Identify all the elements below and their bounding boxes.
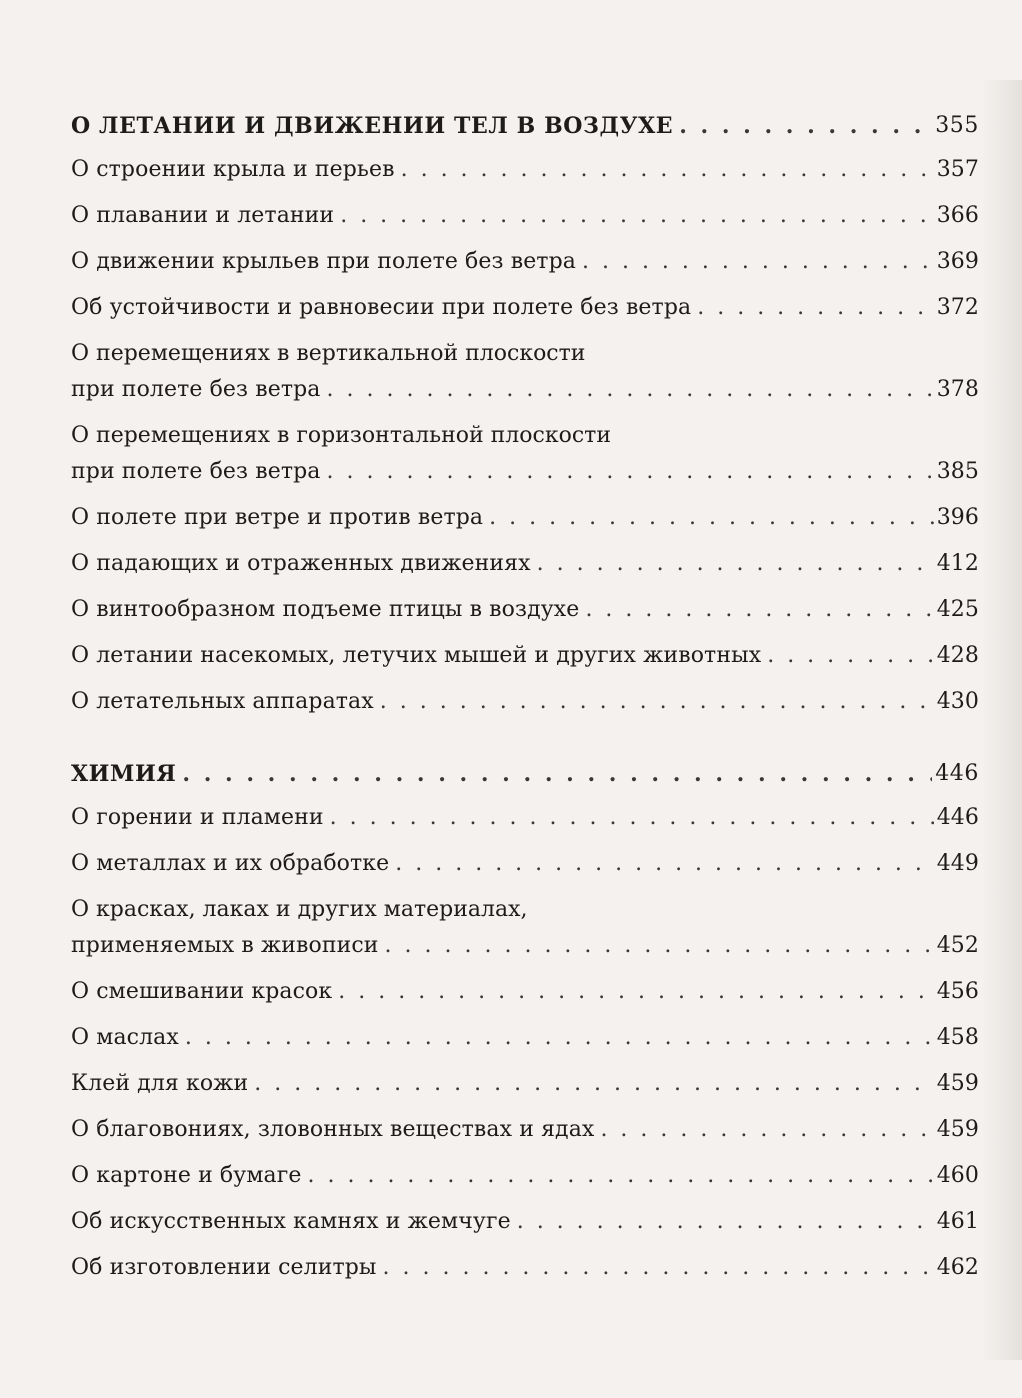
entry-title: О строении крыла и перьев: [71, 157, 395, 182]
dot-leader: [697, 290, 933, 326]
toc-row: [71, 454, 979, 490]
entry-title: О падающих и отраженных движениях: [71, 551, 531, 576]
page-number: 446: [936, 805, 979, 830]
entry-title: О металлах и их обработке: [71, 851, 390, 876]
toc-entry: [71, 892, 979, 964]
dot-leader: [383, 1250, 934, 1286]
page-number: 458: [936, 1025, 979, 1050]
dot-leader: [395, 846, 933, 882]
entry-title: О полете при ветре и против ветра: [71, 505, 484, 530]
toc-row: [71, 684, 979, 720]
page-number: 456: [936, 979, 979, 1004]
dot-leader: [517, 1204, 934, 1240]
toc-entry: [71, 198, 979, 234]
toc-section: [71, 754, 979, 1286]
entry-title: О плавании и летании: [71, 203, 335, 228]
page-number: 449: [936, 851, 979, 876]
entry-title: Об устойчивости и равновесии при полете без ветра: [71, 295, 692, 320]
toc-row: [71, 1204, 979, 1240]
dot-leader: [327, 454, 934, 490]
page-number: 385: [936, 459, 979, 484]
page-bleed-through: [982, 80, 1022, 1360]
entry-title: Клей для кожи: [71, 1071, 249, 1096]
toc-entry: [71, 1204, 979, 1240]
page-number: 366: [936, 203, 979, 228]
entry-title: Об изготовлении селитры: [71, 1255, 377, 1280]
dot-leader: [401, 152, 934, 188]
entry-title: О летании насекомых, летучих мышей и других животных: [71, 643, 762, 668]
page-number: 452: [936, 933, 979, 958]
entry-title-line: О перемещениях в вертикальной плоскости: [71, 341, 586, 366]
toc-row: [71, 152, 979, 188]
dot-leader: [380, 684, 934, 720]
entry-title-line: О перемещениях в горизонтальной плоскости: [71, 423, 611, 448]
toc-entry: [71, 546, 979, 582]
toc-row: [71, 1066, 979, 1102]
toc-entry: [71, 1112, 979, 1148]
entry-title: О движении крыльев при полете без ветра: [71, 249, 576, 274]
entry-title: О летательных аппаратах: [71, 689, 374, 714]
page-number: 369: [936, 249, 979, 274]
toc-row: [71, 638, 979, 674]
toc-row: [71, 372, 979, 408]
toc-entry: [71, 1250, 979, 1286]
toc-row: [71, 1158, 979, 1194]
toc-row: [71, 1020, 979, 1056]
toc-row: [71, 800, 979, 836]
table-of-contents: [71, 106, 979, 1320]
dot-leader: [185, 1020, 934, 1056]
entry-title: применяемых в живописи: [71, 933, 379, 958]
entry-title: О картоне и бумаге: [71, 1163, 302, 1188]
entry-title: О благовониях, зловонных веществах и ядах: [71, 1117, 595, 1142]
toc-row: [71, 1250, 979, 1286]
dot-leader: [679, 106, 932, 146]
toc-entry: [71, 244, 979, 280]
page-number: 430: [936, 689, 979, 714]
dot-leader: [489, 500, 934, 536]
section-heading: [71, 754, 979, 794]
page-number: 460: [936, 1163, 979, 1188]
dot-leader: [308, 1158, 934, 1194]
dot-leader: [385, 928, 934, 964]
page-number: 462: [936, 1255, 979, 1280]
dot-leader: [254, 1066, 933, 1102]
toc-row: [71, 546, 979, 582]
toc-entry: [71, 1020, 979, 1056]
page-number: 459: [936, 1071, 979, 1096]
entry-title: Об искусственных камнях и жемчуге: [71, 1209, 511, 1234]
toc-row: [71, 592, 979, 628]
toc-entry: [71, 684, 979, 720]
toc-entry: [71, 974, 979, 1010]
page-number: 372: [936, 295, 979, 320]
entry-title: О маслах: [71, 1025, 179, 1050]
toc-section: [71, 106, 979, 720]
toc-entry: [71, 846, 979, 882]
toc-row: [71, 244, 979, 280]
dot-leader: [537, 546, 934, 582]
toc-row: [71, 1112, 979, 1148]
toc-entry: [71, 1158, 979, 1194]
entry-title: при полете без ветра: [71, 377, 321, 402]
page-number: 412: [936, 551, 979, 576]
page-number: 459: [936, 1117, 979, 1142]
page-number: 446: [935, 761, 979, 786]
dot-leader: [182, 754, 932, 794]
dot-leader: [340, 198, 934, 234]
page-number: 355: [935, 113, 979, 138]
page-number: 425: [936, 597, 979, 622]
section-heading: [71, 106, 979, 146]
toc-entry: [71, 592, 979, 628]
toc-entry: [71, 638, 979, 674]
page-number: 378: [936, 377, 979, 402]
toc-entry: [71, 500, 979, 536]
entry-title: О винтообразном подъеме птицы в воздухе: [71, 597, 580, 622]
toc-row: [71, 198, 979, 234]
entry-title: О горении и пламени: [71, 805, 324, 830]
entry-title: О смешивании красок: [71, 979, 333, 1004]
toc-entry: [71, 1066, 979, 1102]
dot-leader: [338, 974, 933, 1010]
dot-leader: [600, 1112, 933, 1148]
dot-leader: [330, 800, 934, 836]
toc-row: [71, 846, 979, 882]
toc-row: [71, 290, 979, 326]
page-number: 357: [936, 157, 979, 182]
toc-entry: [71, 336, 979, 408]
entry-title: ХИМИЯ: [71, 761, 177, 787]
dot-leader: [327, 372, 934, 408]
entry-title-line: О красках, лаках и других материалах,: [71, 897, 528, 922]
toc-entry: [71, 800, 979, 836]
toc-entry: [71, 418, 979, 490]
dot-leader: [767, 638, 934, 674]
dot-leader: [582, 244, 934, 280]
page-number: 396: [936, 505, 979, 530]
entry-title: при полете без ветра: [71, 459, 321, 484]
page-number: 461: [936, 1209, 979, 1234]
toc-row: [71, 974, 979, 1010]
dot-leader: [585, 592, 933, 628]
toc-entry: [71, 290, 979, 326]
toc-entry: [71, 152, 979, 188]
toc-row: [71, 928, 979, 964]
entry-title: О ЛЕТАНИИ И ДВИЖЕНИИ ТЕЛ В ВОЗДУХЕ: [71, 113, 674, 139]
toc-row: [71, 500, 979, 536]
page-number: 428: [936, 643, 979, 668]
